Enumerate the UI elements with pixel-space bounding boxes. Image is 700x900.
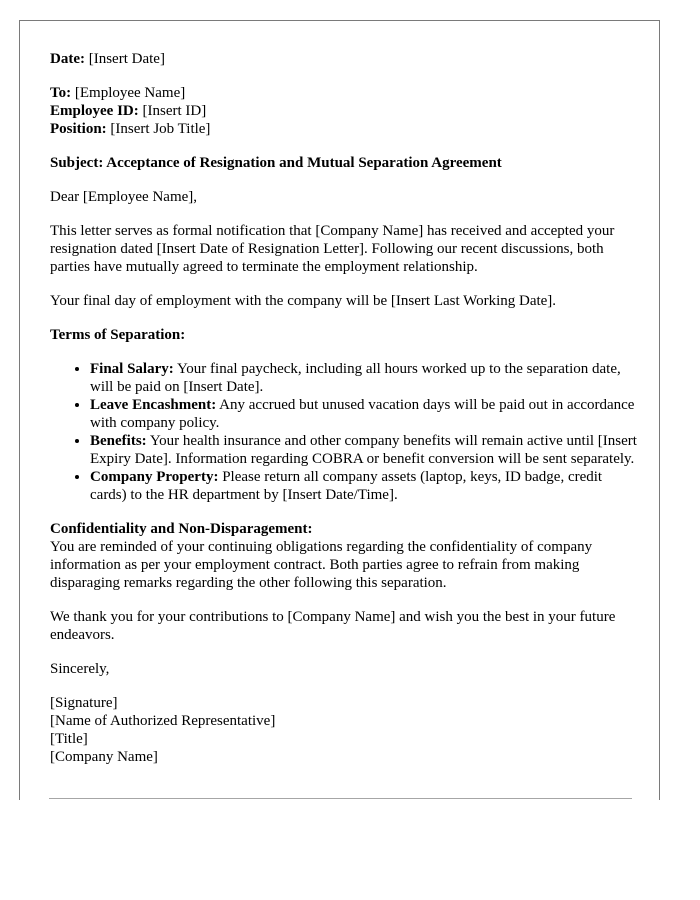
terms-list (50, 360, 640, 504)
list-item (90, 432, 640, 468)
term-label: Leave Encashment: (90, 397, 217, 413)
letter-content (50, 50, 640, 766)
list-item (90, 468, 640, 504)
bottom-divider (49, 798, 632, 799)
confidentiality-section (50, 520, 640, 592)
letter-page (19, 20, 660, 800)
to-label: To: (50, 85, 72, 101)
representative-name: [Name of Authorized Representative] (50, 713, 276, 729)
employee-id-value: [Insert ID] (138, 103, 207, 119)
date-value: [Insert Date] (84, 51, 165, 67)
representative-title: [Title] (50, 731, 88, 747)
intro-paragraph: This letter serves as formal notification that [Company Name] has received and accepted your resignation dated [Insert Date of Resignation Letter]. Following our recent discussions, both parties have mutually agreed to terminate the employment relationship. (50, 223, 615, 275)
term-label: Benefits: (90, 433, 147, 449)
confidentiality-text: You are reminded of your continuing obligations regarding the confidentiality of company information as per your employment contract. Both parties agree to refrain from making disparaging remarks regarding the other following this separation. (50, 539, 593, 591)
term-text: Any accrued but unused vacation days will be paid out in accordance with company policy. (90, 397, 635, 431)
employee-id-label: Employee ID: (50, 103, 139, 119)
salutation: Dear [Employee Name], (50, 189, 198, 205)
to-value: [Employee Name] (71, 85, 186, 101)
term-text: Please return all company assets (laptop, keys, ID badge, credit cards) to the HR department by [Insert Date/Time]. (90, 469, 603, 503)
date-line (50, 50, 640, 68)
term-label: Final Salary: (90, 361, 174, 377)
term-text: Your final paycheck, including all hours worked up to the separation date, will be paid on [Insert Date]. (90, 361, 621, 395)
terms-heading: Terms of Separation: (50, 327, 186, 343)
term-label: Company Property: (90, 469, 219, 485)
list-item (90, 360, 640, 396)
term-text: Your health insurance and other company benefits will remain active until [Insert Expiry Date]. Information regarding COBRA or benefit conversion will be sent separately. (90, 433, 637, 467)
thanks-paragraph: We thank you for your contributions to [Company Name] and wish you the best in your future endeavors. (50, 609, 616, 643)
company-name: [Company Name] (50, 749, 158, 765)
subject-line: Subject: Acceptance of Resignation and Mutual Separation Agreement (50, 155, 502, 171)
final-day-paragraph: Your final day of employment with the company will be [Insert Last Working Date]. (50, 293, 557, 309)
signature-placeholder: [Signature] (50, 695, 118, 711)
position-value: [Insert Job Title] (106, 121, 211, 137)
confidentiality-heading: Confidentiality and Non-Disparagement: (50, 521, 313, 537)
signoff: Sincerely, (50, 661, 110, 677)
list-item (90, 396, 640, 432)
position-label: Position: (50, 121, 107, 137)
date-label: Date: (50, 51, 85, 67)
recipient-block (50, 84, 640, 138)
signature-block (50, 694, 640, 766)
